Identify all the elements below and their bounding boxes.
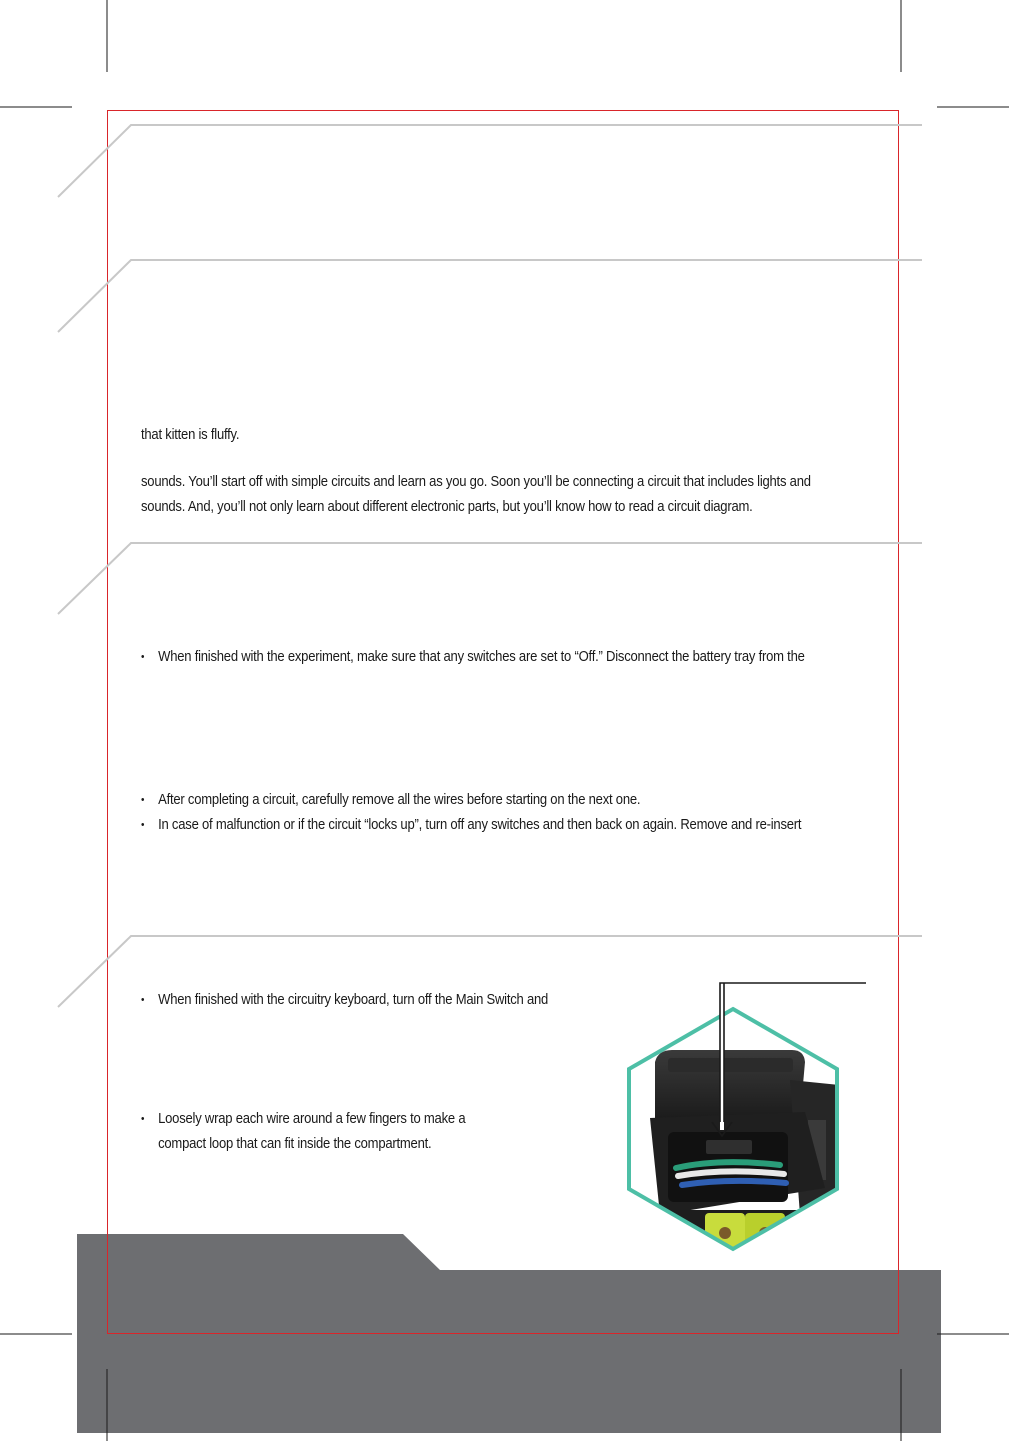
bullet-text: After completing a circuit, carefully remove all the wires before starting on the next one. bbox=[158, 792, 641, 808]
intro-text-line: sounds. And, you’ll not only learn about different electronic parts, but you’ll know how to read a circuit diagram. bbox=[141, 499, 753, 515]
bullet-icon: • bbox=[141, 651, 145, 663]
bullet-text: When finished with the circuitry keyboard, turn off the Main Switch and bbox=[158, 992, 549, 1008]
bullet-text-continued: compact loop that can fit inside the compartment. bbox=[158, 1135, 432, 1152]
bullet-icon: • bbox=[141, 994, 145, 1006]
bullet-icon: • bbox=[141, 794, 145, 806]
bullet-icon: • bbox=[141, 1113, 145, 1125]
intro-text-line: that kitten is fluffy. bbox=[141, 427, 240, 443]
bullet-text: When finished with the experiment, make sure that any switches are set to “Off.” Disconnect the battery tray from the bbox=[158, 649, 805, 665]
bullet-icon: • bbox=[141, 819, 145, 831]
bullet-text: In case of malfunction or if the circuit “locks up”, turn off any switches and then back on again. Remove and re-insert bbox=[158, 817, 802, 833]
bullet-text: Loosely wrap each wire around a few fingers to make a bbox=[158, 1111, 466, 1127]
intro-text-line: sounds. You’ll start off with simple circuits and learn as you go. Soon you’ll be connecting a circuit that includes lights and bbox=[141, 474, 811, 490]
